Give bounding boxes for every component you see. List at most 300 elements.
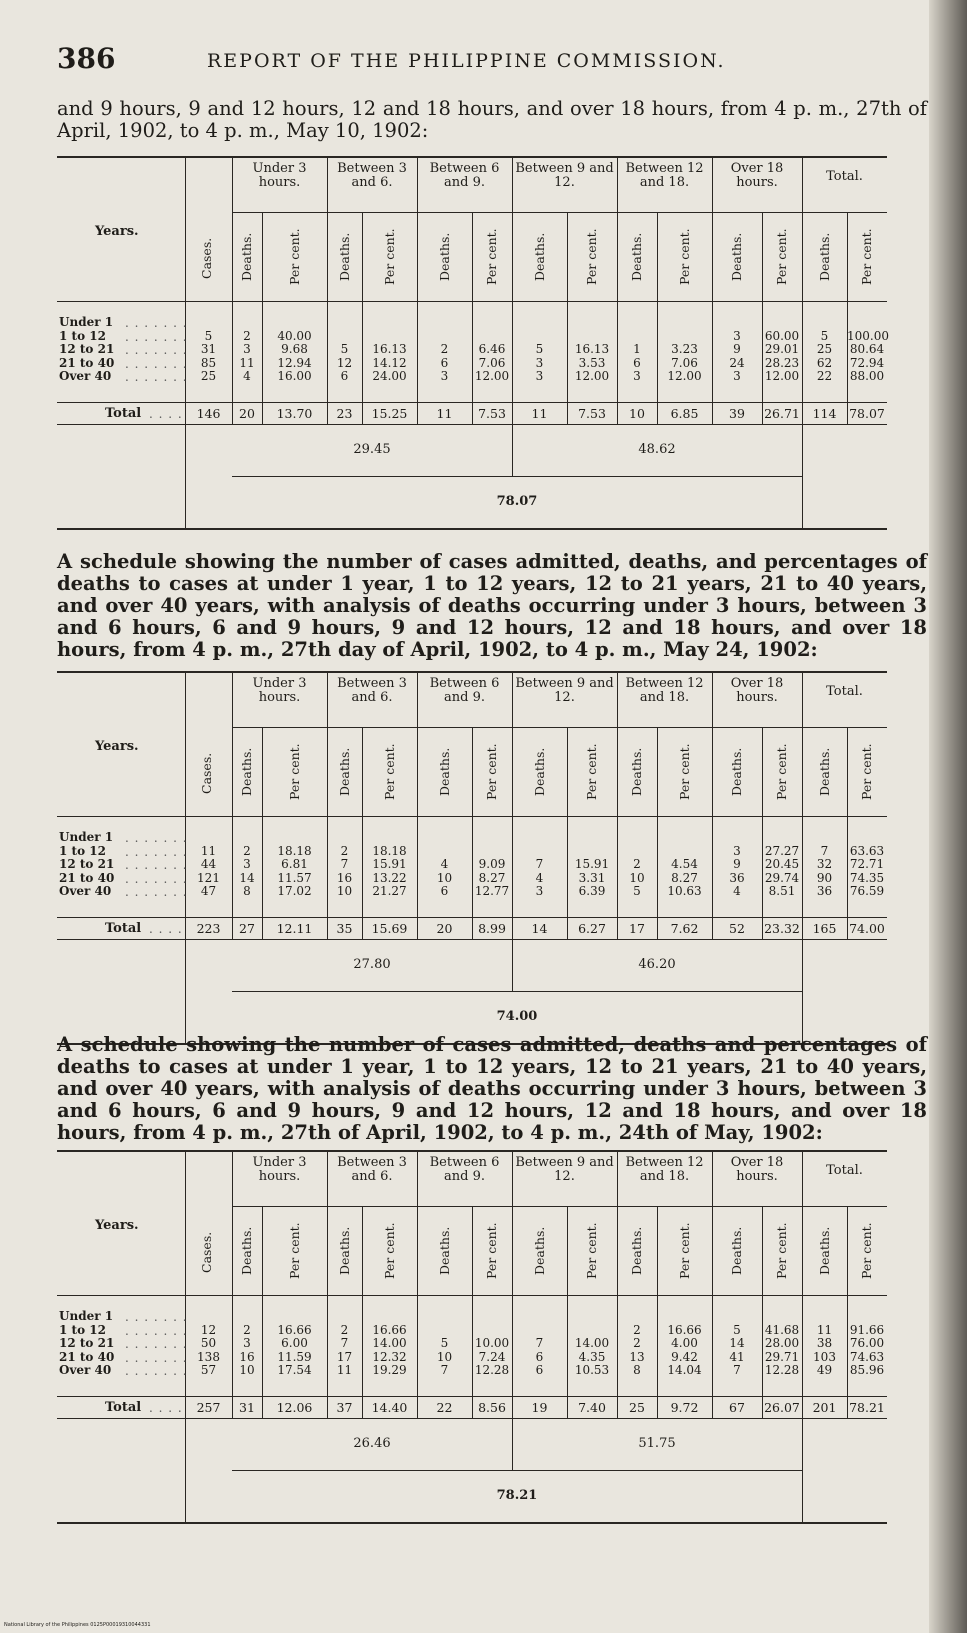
table-top-rule	[57, 156, 887, 158]
table-cell: 7.06	[671, 355, 698, 370]
table-cell: 11.57	[277, 870, 312, 885]
deaths-header: Deaths.	[436, 747, 452, 797]
percent-header: Per cent.	[381, 743, 397, 801]
total-label: Total	[105, 406, 142, 421]
column-rule	[472, 727, 473, 939]
total-cell: 67	[729, 1400, 745, 1415]
table-cell: 12	[336, 355, 353, 370]
total-cell: 27	[239, 921, 255, 936]
leader-dots: . . . . . . .	[125, 329, 188, 344]
table-cell: 76.59	[849, 884, 885, 898]
group-header-3: Between 9 and 12.	[515, 676, 614, 705]
column-rule	[617, 1150, 618, 1418]
table-cell: 16.66	[372, 1322, 407, 1337]
group-header-0: Under 3 hours.	[252, 676, 307, 705]
percent-header: Per cent.	[774, 228, 789, 286]
column-rule	[472, 1206, 473, 1418]
column-rule	[847, 1206, 848, 1418]
deaths-header: Deaths.	[336, 1226, 352, 1276]
leader-dots: . . . . . . .	[125, 356, 188, 371]
table-cell: 10.53	[574, 1363, 610, 1377]
deaths-header: Deaths.	[816, 232, 832, 282]
percent-header: Per cent.	[584, 743, 599, 801]
table-cell: 27.27	[764, 843, 800, 858]
table-cell: 18.18	[372, 843, 407, 858]
column-rule	[567, 727, 568, 939]
summary-total: 78.21	[496, 1488, 538, 1503]
table-cell: 3	[535, 355, 544, 370]
table-cell: 10.00	[474, 1336, 510, 1350]
row-label: 1 to 12	[59, 328, 106, 343]
table-cell: 57	[200, 1363, 217, 1377]
table-cell: 31	[200, 342, 217, 356]
column-rule	[712, 156, 713, 424]
total-label: Total	[105, 1400, 142, 1415]
total-cell: 26.07	[764, 1400, 800, 1415]
table-cell: 41	[729, 1349, 745, 1364]
table-cell: 49	[816, 1363, 833, 1377]
total-cell: 8.56	[478, 1400, 506, 1415]
percent-header: Per cent.	[286, 1222, 302, 1280]
table-cell: 28.00	[764, 1336, 800, 1350]
column-rule	[617, 156, 618, 424]
table-cell: 3	[535, 884, 544, 898]
group-header-3: Between 9 and 12.	[515, 161, 614, 190]
cases-header: Cases.	[199, 1231, 214, 1273]
summary-right: 46.20	[638, 957, 676, 972]
group-header-1: Between 3 and 6.	[337, 1155, 407, 1184]
table-cell: 5	[440, 1336, 449, 1350]
mortality-table-2	[57, 671, 887, 1043]
table-cell: 3	[243, 342, 251, 356]
row-label: 21 to 40	[59, 870, 115, 885]
total-cell: 12.06	[276, 1400, 313, 1415]
deaths-header: Deaths.	[816, 747, 832, 797]
total-cell: 19	[531, 1400, 548, 1415]
group-header-6: Total.	[826, 1163, 863, 1178]
deaths-header: Deaths.	[729, 747, 744, 797]
group-header-2: Between 6 and 9.	[429, 161, 500, 190]
leader-dots: . . . . . . .	[125, 871, 188, 886]
table-cell: 5	[820, 328, 829, 343]
table-cell: 3	[733, 369, 741, 383]
table-cell: 18.18	[277, 843, 312, 858]
page-number: 386	[57, 42, 116, 75]
percent-header: Per cent.	[859, 228, 874, 286]
table-cell: 2	[633, 857, 641, 871]
row-label: 21 to 40	[59, 355, 115, 370]
group-header-6: Total.	[826, 169, 863, 184]
table-cell: 14.12	[372, 355, 407, 370]
table-cell: 44	[200, 857, 217, 871]
percent-header: Per cent.	[859, 743, 874, 801]
table-cell: 2	[243, 1322, 251, 1337]
group-header-4: Between 12 and 18.	[625, 676, 704, 705]
total-cell: 52	[729, 921, 745, 936]
total-cell: 6.27	[578, 921, 606, 936]
table-cell: 100.00	[847, 328, 889, 343]
total-cell: 13.70	[276, 406, 313, 421]
table-cell: 14	[239, 870, 255, 885]
column-rule	[262, 727, 263, 939]
table-cell: 36	[729, 870, 745, 885]
table-cell: 17.02	[277, 884, 312, 898]
table-cell: 9	[733, 342, 741, 356]
table-cell: 6.81	[281, 857, 308, 871]
column-rule	[712, 1150, 713, 1418]
table-cell: 3	[733, 328, 741, 343]
table-cell: 24	[729, 355, 745, 370]
table-cell: 2	[633, 1336, 641, 1350]
column-rule	[472, 212, 473, 424]
table-cell: 14.00	[574, 1336, 610, 1350]
table-cell: 5	[733, 1322, 741, 1337]
table-cell: 16	[239, 1349, 255, 1364]
table-cell: 80.64	[849, 342, 885, 356]
total-cell: 165	[812, 921, 837, 936]
page-edge-shadow	[929, 0, 967, 1633]
total-cell: 20	[239, 406, 255, 421]
table-cell: 16	[336, 870, 353, 885]
table-cell: 6	[440, 355, 449, 370]
table-cell: 7	[733, 1363, 741, 1377]
table-cell: 16.13	[372, 342, 407, 356]
total-cell: 14.40	[371, 1400, 408, 1415]
row-label: 12 to 21	[59, 342, 115, 356]
table-cell: 11.59	[277, 1349, 312, 1364]
sum-rule	[232, 476, 802, 477]
total-cell: 15.69	[371, 921, 408, 936]
table-cell: 38	[816, 1336, 833, 1350]
table-cell: 17	[336, 1349, 353, 1364]
summary-right: 51.75	[638, 1436, 676, 1451]
total-cell: 26.71	[764, 406, 800, 421]
cases-header: Cases.	[199, 237, 214, 279]
deaths-header: Deaths.	[336, 232, 352, 282]
table-cell: 62	[816, 355, 833, 370]
table-cell: 11	[336, 1363, 353, 1377]
leader-dots: . . . .	[149, 922, 183, 936]
table-cell: 11	[239, 355, 255, 370]
total-bottom-rule	[57, 939, 887, 940]
group-header-5: Over 18 hours.	[730, 161, 784, 190]
deaths-header: Deaths.	[436, 232, 452, 282]
leader-dots: . . . . . . .	[125, 831, 188, 845]
table-cell: 9.68	[281, 342, 308, 356]
total-cell: 20	[436, 921, 453, 936]
table-cell: 13	[629, 1349, 645, 1364]
table-cell: 7	[440, 1363, 449, 1377]
table-cell: 16.00	[277, 369, 312, 383]
total-cell: 6.85	[670, 406, 699, 421]
table-cell: 12.32	[372, 1349, 407, 1364]
table-cell: 5	[633, 884, 641, 898]
table-cell: 11	[200, 843, 217, 858]
table-cell: 6	[340, 369, 349, 383]
table-cell: 12.28	[764, 1363, 800, 1377]
total-cell: 7.40	[578, 1400, 606, 1415]
footer-credit: National Library of the Philippines 0125P00019310044331	[4, 1622, 151, 1628]
summary-left: 27.80	[353, 957, 391, 972]
table-bottom-rule	[57, 1522, 887, 1524]
table-cell: 74.63	[849, 1349, 885, 1364]
table-cell: 7.06	[478, 355, 506, 370]
table-cell: 15.91	[574, 857, 610, 871]
column-rule	[262, 212, 263, 424]
group-header-1: Between 3 and 6.	[337, 676, 407, 705]
table-cell: 90	[816, 870, 833, 885]
column-rule	[327, 156, 328, 424]
table-cell: 10	[436, 1349, 453, 1364]
deaths-header: Deaths.	[436, 1226, 452, 1276]
percent-header: Per cent.	[381, 1222, 397, 1280]
table-cell: 4.00	[671, 1336, 698, 1350]
table-cell: 6.46	[478, 342, 506, 356]
table-cell: 16.13	[574, 342, 610, 356]
table-cell: 6	[440, 884, 449, 898]
column-rule	[567, 212, 568, 424]
column-rule	[327, 1150, 328, 1418]
total-cell: 146	[196, 406, 221, 421]
group-header-5: Over 18 hours.	[730, 676, 784, 705]
group-header-rule	[232, 727, 887, 728]
total-cell: 23.32	[764, 921, 800, 936]
group-header-0: Under 3 hours.	[252, 1155, 307, 1184]
column-rule	[512, 671, 513, 991]
sum-rule	[232, 991, 802, 992]
total-cell: 9.72	[670, 1400, 699, 1415]
table-cell: 12.77	[474, 884, 510, 898]
column-rule	[417, 1150, 418, 1418]
column-rule	[232, 156, 233, 424]
deaths-header: Deaths.	[629, 232, 644, 282]
summary-total: 78.07	[496, 494, 538, 509]
group-header-4: Between 12 and 18.	[625, 161, 704, 190]
leader-dots: . . . .	[149, 1401, 183, 1415]
percent-header: Per cent.	[484, 743, 499, 801]
leader-dots: . . . . . . .	[125, 1364, 188, 1378]
table-cell: 14.04	[667, 1363, 702, 1377]
table-cell: 13.22	[372, 870, 407, 885]
table-cell: 5	[204, 328, 213, 343]
table-cell: 7	[340, 857, 349, 871]
total-cell: 11	[531, 406, 548, 421]
percent-header: Per cent.	[859, 1222, 874, 1280]
total-cell: 114	[812, 406, 837, 421]
table-cell: 9.42	[671, 1349, 698, 1364]
table-cell: 3	[243, 857, 251, 871]
table-cell: 11	[816, 1322, 833, 1337]
summary-left: 26.46	[353, 1436, 391, 1451]
table-bottom-rule	[57, 528, 887, 530]
group-header-3: Between 9 and 12.	[515, 1155, 614, 1184]
percent-header: Per cent.	[584, 228, 599, 286]
table-cell: 2	[340, 1322, 349, 1337]
table-cell: 7	[535, 1336, 544, 1350]
total-cell: 78.07	[849, 406, 885, 421]
deaths-header: Deaths.	[531, 1226, 547, 1276]
group-header-5: Over 18 hours.	[730, 1155, 784, 1184]
table-cell: 10.63	[667, 884, 702, 898]
table-cell: 7.24	[478, 1349, 506, 1364]
column-rule	[262, 1206, 263, 1418]
column-rule	[657, 727, 658, 939]
table-cell: 12	[200, 1322, 217, 1337]
row-label: 12 to 21	[59, 1336, 115, 1350]
total-cell: 23	[336, 406, 353, 421]
table-cell: 14.00	[372, 1336, 407, 1350]
table-cell: 76.00	[849, 1336, 885, 1350]
table-cell: 72.71	[849, 857, 885, 871]
table-cell: 2	[440, 342, 449, 356]
percent-header: Per cent.	[676, 743, 692, 801]
row-label: 1 to 12	[59, 843, 106, 858]
total-cell: 15.25	[371, 406, 408, 421]
table-cell: 12.00	[474, 369, 510, 383]
years-header: Years.	[95, 224, 139, 239]
total-cell: 257	[196, 1400, 221, 1415]
table-cell: 138	[197, 1349, 220, 1364]
group-header-2: Between 6 and 9.	[429, 1155, 500, 1184]
table-cell: 8.51	[768, 884, 796, 898]
total-bottom-rule	[57, 1418, 887, 1419]
table-cell: 4	[535, 870, 544, 885]
table-cell: 14	[729, 1336, 745, 1350]
table-cell: 12.00	[764, 369, 800, 383]
table-cell: 28.23	[764, 355, 800, 370]
total-bottom-rule	[57, 424, 887, 425]
deaths-header: Deaths.	[239, 1226, 254, 1276]
table-cell: 3.23	[671, 342, 698, 356]
table-cell: 85.96	[849, 1363, 885, 1377]
table-cell: 36	[816, 884, 833, 898]
table-cell: 4.54	[671, 857, 698, 871]
total-cell: 78.21	[849, 1400, 885, 1415]
total-cell: 37	[336, 1400, 353, 1415]
table-cell: 16.66	[667, 1322, 702, 1337]
schedule-paragraph-2: A schedule showing the number of cases admitted, deaths, and percentages of deaths to cases at under 1 year, 1 to 12 years, 12 to 21 years, 21 to 40 years, and over 40 years, with analysis of deaths occurring under 3 hours, between 3 and 6 hours, 6 and 9 hours, 9 and 12 hours, 12 and 18 hours, and over 18 hours, from 4 p. m., 27th day of April, 1902, to 4 p. m., May 24, 1902:	[57, 550, 927, 661]
deaths-header: Deaths.	[336, 747, 352, 797]
leader-dots: . . . . . . .	[125, 858, 188, 872]
percent-header: Per cent.	[774, 1222, 789, 1280]
column-rule	[762, 1206, 763, 1418]
table-cell: 3	[440, 369, 449, 383]
table-cell: 24.00	[372, 369, 407, 383]
column-rule	[712, 671, 713, 939]
column-rule	[567, 1206, 568, 1418]
table-cell: 20.45	[764, 857, 800, 871]
summary-right: 48.62	[638, 442, 676, 457]
table-cell: 3.31	[578, 870, 606, 885]
row-label: Over 40	[59, 1363, 112, 1377]
table-cell: 4.35	[578, 1349, 606, 1364]
table-cell: 12.94	[277, 355, 312, 370]
table-cell: 8.27	[478, 870, 506, 885]
deaths-header: Deaths.	[531, 747, 547, 797]
row-label: 21 to 40	[59, 1349, 115, 1364]
table-cell: 3	[243, 1336, 251, 1350]
row-label: Under 1	[59, 315, 114, 329]
table-cell: 50	[200, 1336, 217, 1350]
group-header-0: Under 3 hours.	[252, 161, 307, 190]
table-cell: 10	[336, 884, 353, 898]
leader-dots: . . . . . . .	[125, 316, 188, 330]
total-cell: 12.11	[276, 921, 313, 936]
deaths-header: Deaths.	[629, 747, 644, 797]
table-cell: 103	[813, 1349, 836, 1364]
column-rule	[847, 212, 848, 424]
table-cell: 6	[535, 1363, 544, 1377]
percent-header: Per cent.	[286, 743, 302, 801]
table-cell: 3.53	[578, 355, 606, 370]
percent-header: Per cent.	[286, 228, 302, 286]
sum-rule	[232, 1470, 802, 1471]
table-cell: 2	[340, 843, 349, 858]
table-cell: 25	[200, 369, 217, 383]
percent-header: Per cent.	[676, 228, 692, 286]
percent-header: Per cent.	[484, 228, 499, 286]
column-rule	[617, 671, 618, 939]
row-label: Over 40	[59, 884, 112, 898]
group-header-4: Between 12 and 18.	[625, 1155, 704, 1184]
table-cell: 74.35	[849, 870, 885, 885]
total-cell: 74.00	[849, 921, 885, 936]
table-cell: 29.01	[764, 342, 800, 356]
column-rule	[512, 1150, 513, 1470]
mortality-table-1	[57, 156, 887, 528]
total-label: Total	[105, 921, 142, 936]
column-rule	[327, 671, 328, 939]
table-cell: 10	[239, 1363, 255, 1377]
total-cell: 223	[196, 921, 221, 936]
column-rule	[232, 671, 233, 939]
leader-dots: . . . . . . .	[125, 885, 188, 899]
leader-dots: . . . . . . .	[125, 1337, 188, 1351]
table-cell: 1	[633, 342, 641, 356]
column-rule	[657, 212, 658, 424]
column-rule	[847, 727, 848, 939]
column-rule	[417, 671, 418, 939]
years-header: Years.	[95, 739, 139, 754]
total-cell: 11	[436, 406, 453, 421]
summary-left: 29.45	[353, 442, 391, 457]
column-rule	[362, 1206, 363, 1418]
table-cell: 6.00	[281, 1336, 308, 1350]
years-header: Years.	[95, 1218, 139, 1233]
deaths-header: Deaths.	[239, 747, 254, 797]
table-cell: 32	[816, 857, 833, 871]
deaths-header: Deaths.	[629, 1226, 644, 1276]
column-rule	[362, 727, 363, 939]
table-cell: 22	[816, 369, 833, 383]
table-cell: 8.27	[671, 870, 698, 885]
table-cell: 29.74	[764, 870, 800, 885]
table-cell: 3	[535, 369, 544, 383]
leader-dots: . . . . . . .	[125, 1350, 188, 1365]
table-cell: 9	[733, 857, 741, 871]
table-cell: 15.91	[372, 857, 407, 871]
table-cell: 85	[200, 355, 217, 370]
group-header-rule	[232, 212, 887, 213]
percent-header: Per cent.	[676, 1222, 692, 1280]
leader-dots: . . . .	[149, 407, 183, 421]
table-cell: 19.29	[372, 1363, 407, 1377]
leader-dots: . . . . . . .	[125, 1323, 188, 1338]
column-rule	[232, 1150, 233, 1418]
table-cell: 6	[535, 1349, 544, 1364]
total-cell: 31	[239, 1400, 255, 1415]
table-cell: 3	[733, 843, 741, 858]
